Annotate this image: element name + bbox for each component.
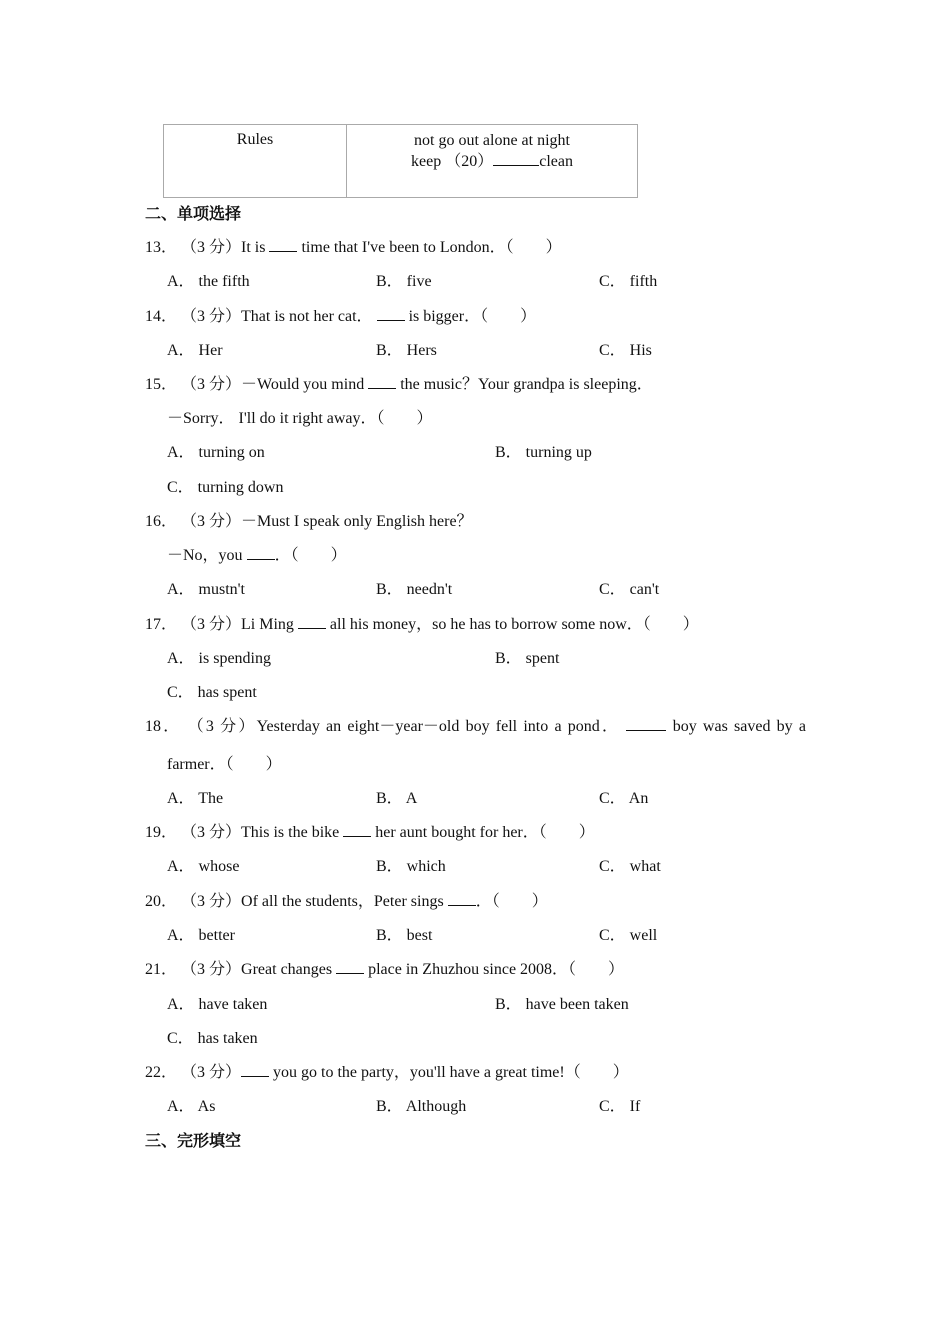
q17-option-a[interactable]: A． is spending: [167, 650, 272, 667]
q18-option-c[interactable]: C． An: [599, 790, 649, 807]
question-19: 19． （3 分）This is the bike her aunt bought for her．（ ）: [145, 824, 595, 841]
q18-option-b[interactable]: B． A: [376, 790, 418, 807]
q15-option-b[interactable]: B． turning up: [495, 444, 592, 461]
q13-option-b[interactable]: B． five: [376, 273, 432, 290]
question-21: 21． （3 分）Great changes place in Zhuzhou since 2008．（ ）: [145, 961, 625, 978]
answer-blank: [241, 1062, 269, 1077]
answer-blank: [377, 306, 405, 321]
answer-blank: [298, 614, 326, 629]
q20-option-a[interactable]: A． better: [167, 927, 235, 944]
rules-label-cell: [164, 125, 347, 198]
q16-line-2: －No，you ．（ ）: [167, 547, 347, 564]
question-17: 17． （3 分）Li Ming all his money，so he has to borrow some now．（ ）: [145, 616, 699, 633]
q19-option-c[interactable]: C． what: [599, 858, 661, 875]
rules-content-cell: [347, 125, 638, 198]
question-20: 20． （3 分）Of all the students，Peter sings ．（ ）: [145, 893, 548, 910]
question-15: 15． （3 分）－Would you mind the music？Your grandpa is sleeping．: [145, 376, 653, 393]
section-heading-3: 三、完形填空: [145, 1133, 242, 1150]
q22-option-b[interactable]: B． Although: [376, 1098, 467, 1115]
answer-blank: [626, 716, 666, 731]
q20-option-c[interactable]: C． well: [599, 927, 658, 944]
q16-option-a[interactable]: A． mustn't: [167, 581, 246, 598]
blank-20: [493, 151, 539, 166]
section-heading-2: 二、单项选择: [145, 206, 242, 223]
q17-option-b[interactable]: B． spent: [495, 650, 560, 667]
rules-label: Rules: [236, 131, 274, 148]
q18-option-a[interactable]: A． The: [167, 790, 224, 807]
question-16: 16． （3 分）－Must I speak only English here？: [145, 513, 473, 530]
question-18: 18． （3 分）Yesterday an eight－year－old boy fell into a pond． boy was saved by a: [145, 718, 807, 735]
q14-option-c[interactable]: C． His: [599, 342, 652, 359]
q16-option-c[interactable]: C． can't: [599, 581, 660, 598]
q21-option-b[interactable]: B． have been taken: [495, 996, 629, 1013]
answer-blank: [269, 237, 297, 252]
q15-option-a[interactable]: A． turning on: [167, 444, 265, 461]
answer-blank: [343, 822, 371, 837]
question-13: 13． （3 分）It is time that I've been to London．（ ）: [145, 239, 562, 256]
q21-option-c[interactable]: C． has taken: [167, 1030, 258, 1047]
q21-option-a[interactable]: A． have taken: [167, 996, 268, 1013]
rule-line-1: not go out alone at night: [414, 132, 570, 149]
q16-option-b[interactable]: B． needn't: [376, 581, 453, 598]
answer-blank: [336, 959, 364, 974]
q15-option-c[interactable]: C． turning down: [167, 479, 284, 496]
q13-option-a[interactable]: A． the fifth: [167, 273, 250, 290]
q19-option-b[interactable]: B． which: [376, 858, 446, 875]
rule-line-2: keep （20） clean: [411, 153, 573, 170]
answer-blank: [247, 545, 275, 560]
q22-option-c[interactable]: C． If: [599, 1098, 641, 1115]
answer-blank: [448, 891, 476, 906]
q13-option-c[interactable]: C． fifth: [599, 273, 658, 290]
q22-option-a[interactable]: A． As: [167, 1098, 216, 1115]
q18-line-2: farmer．（ ）: [167, 756, 282, 773]
question-22: 22． （3 分） you go to the party，you'll have a great time!（ ）: [145, 1064, 629, 1081]
question-14: 14． （3 分）That is not her cat． is bigger．（ ）: [145, 308, 537, 325]
q15-line-2: －Sorry． I'll do it right away．（ ）: [167, 410, 433, 427]
q14-option-a[interactable]: A． Her: [167, 342, 223, 359]
q17-option-c[interactable]: C． has spent: [167, 684, 257, 701]
rules-table: [163, 124, 638, 198]
q20-option-b[interactable]: B． best: [376, 927, 433, 944]
answer-blank: [368, 374, 396, 389]
q14-option-b[interactable]: B． Hers: [376, 342, 437, 359]
q19-option-a[interactable]: A． whose: [167, 858, 240, 875]
